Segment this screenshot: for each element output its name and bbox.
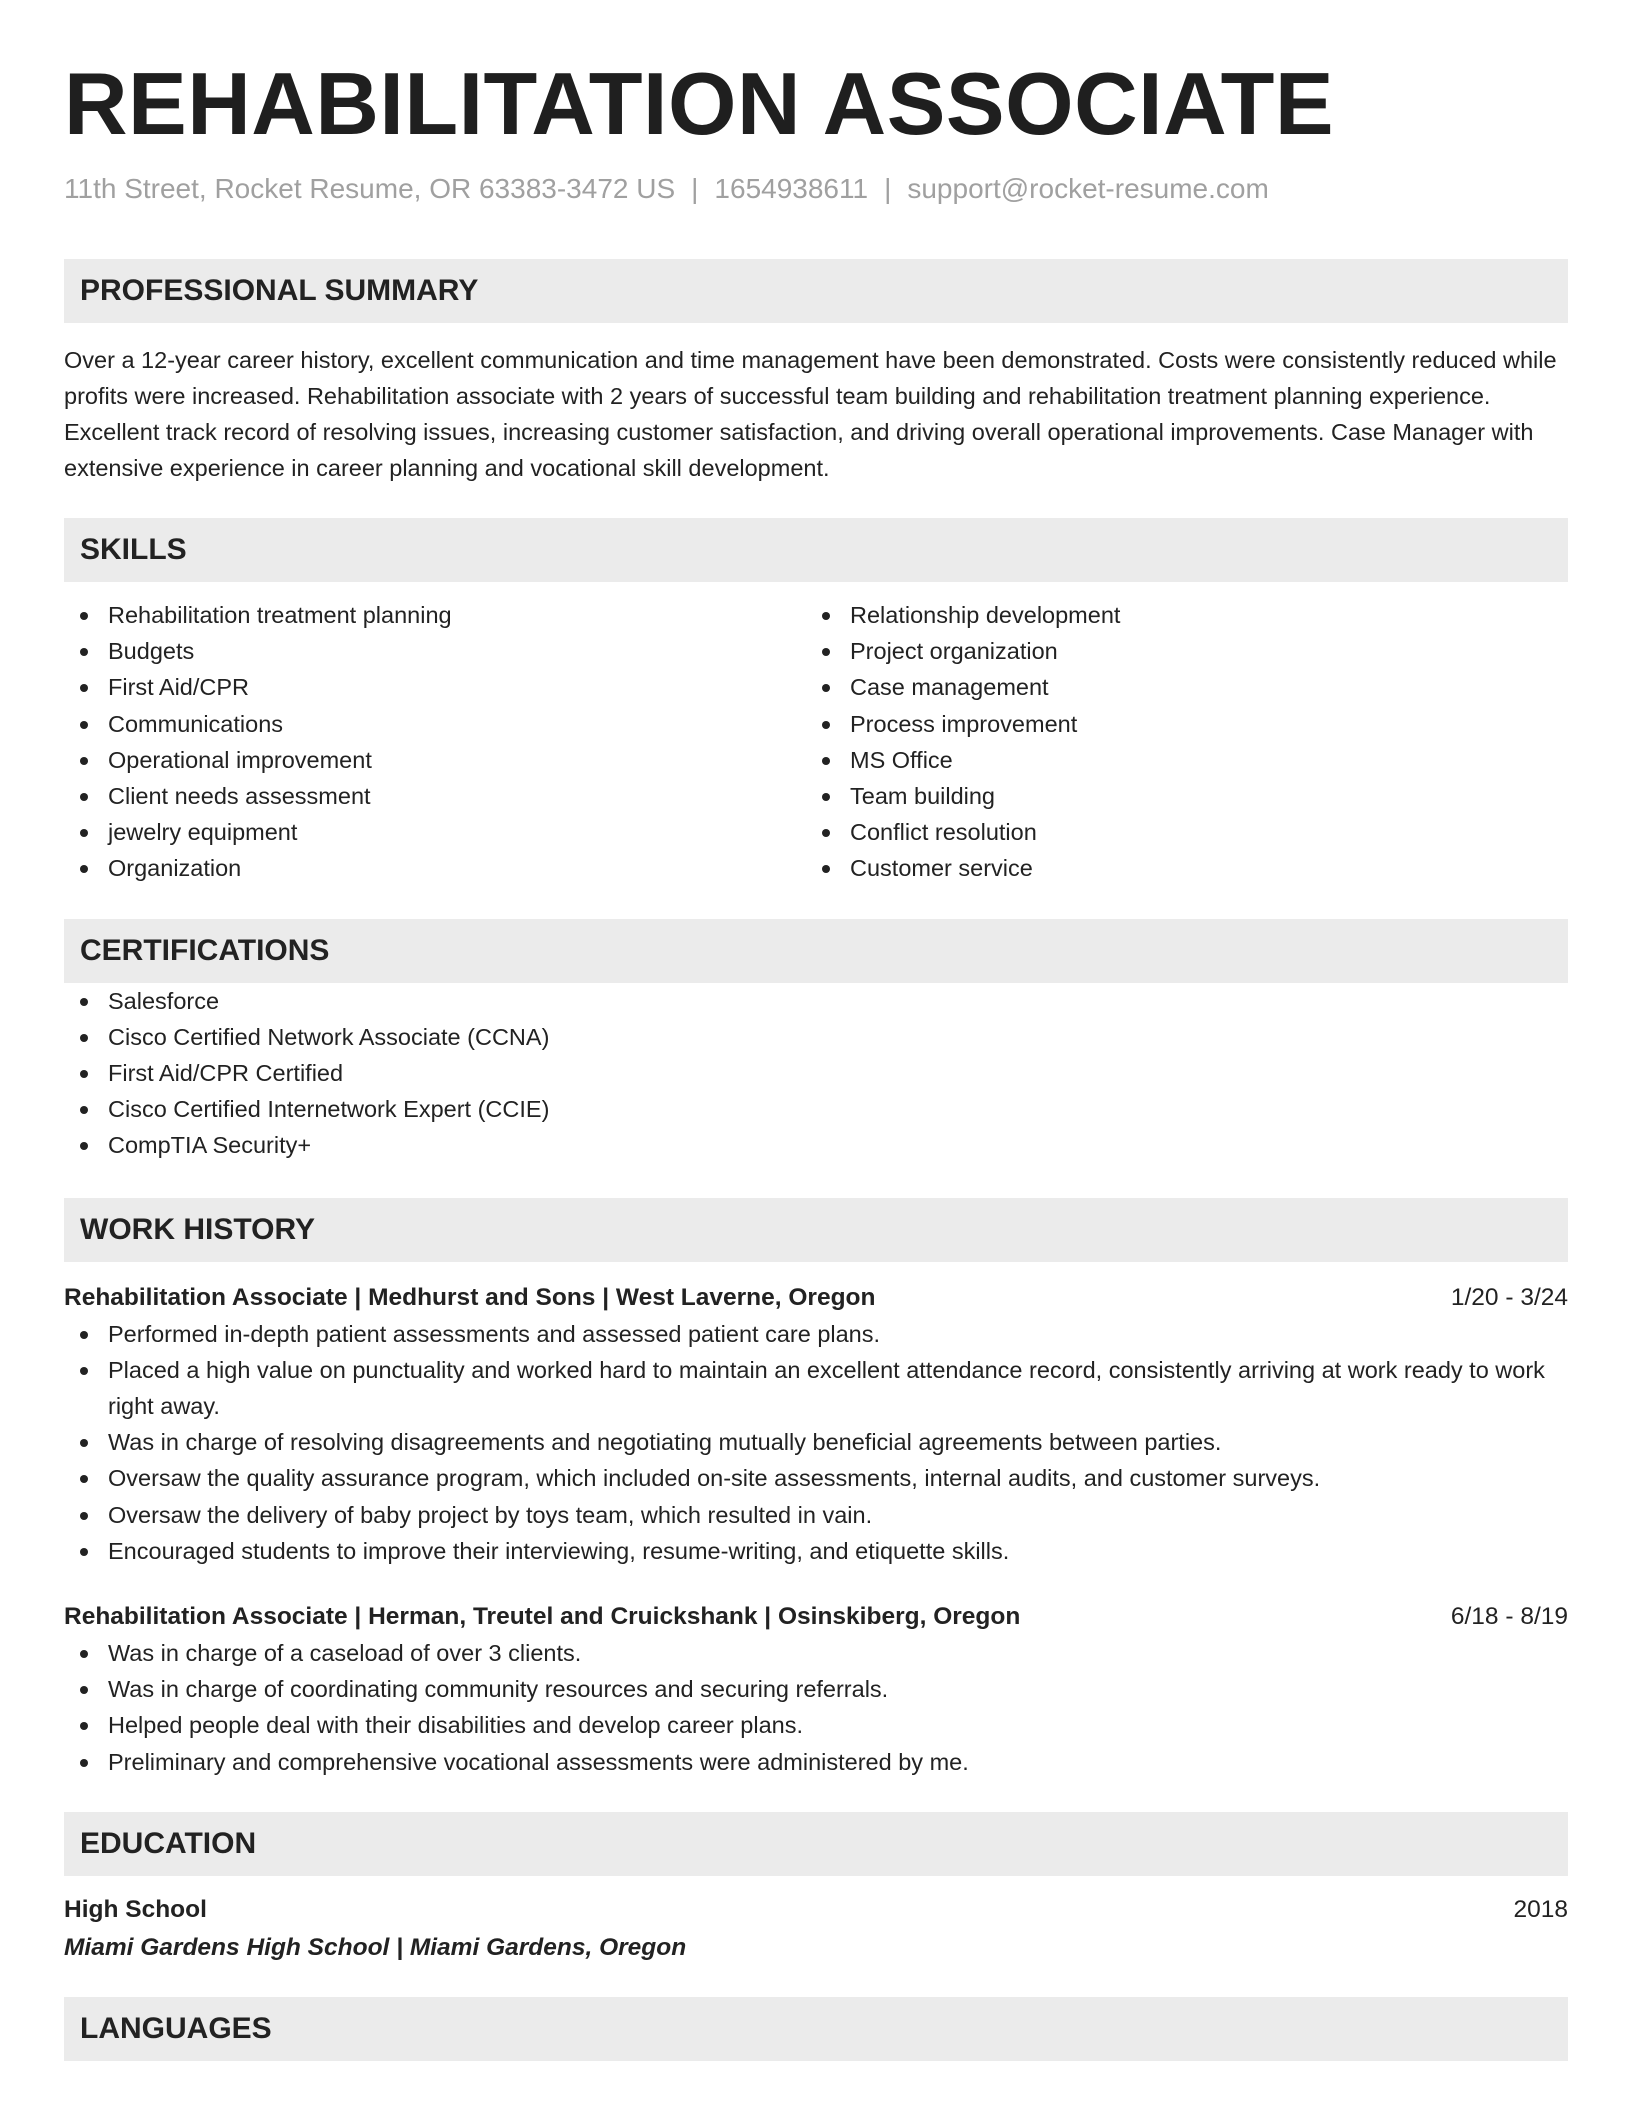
skill-item: Rehabilitation treatment planning	[64, 597, 806, 633]
job-duty: Was in charge of a caseload of over 3 clients.	[64, 1635, 1568, 1671]
skill-item: First Aid/CPR	[64, 669, 806, 705]
section-heading-work-history: WORK HISTORY	[64, 1198, 1568, 1262]
job-duty: Performed in-depth patient assessments and assessed patient care plans.	[64, 1316, 1568, 1352]
job-duty: Was in charge of coordinating community resources and securing referrals.	[64, 1671, 1568, 1707]
skill-item: MS Office	[806, 742, 1548, 778]
skill-item: Operational improvement	[64, 742, 806, 778]
skill-item: Process improvement	[806, 706, 1548, 742]
job-duties-list	[64, 1635, 1568, 1780]
skill-item: Relationship development	[806, 597, 1548, 633]
skill-item: Client needs assessment	[64, 778, 806, 814]
section-heading-summary: PROFESSIONAL SUMMARY	[64, 259, 1568, 323]
skill-item: Budgets	[64, 633, 806, 669]
job-duty: Encouraged students to improve their interviewing, resume-writing, and etiquette skills.	[64, 1533, 1568, 1569]
certifications-list	[64, 983, 1568, 1164]
contact-email[interactable]: support@rocket-resume.com	[907, 173, 1269, 204]
job-dates: 6/18 - 8/19	[1450, 1603, 1568, 1631]
certification-item: First Aid/CPR Certified	[64, 1055, 1568, 1091]
section-heading-certifications: CERTIFICATIONS	[64, 919, 1568, 983]
education-school: Miami Gardens High School | Miami Gardens, Oregon	[64, 1933, 687, 1961]
section-heading-skills: SKILLS	[64, 518, 1568, 582]
job-header	[64, 1280, 1568, 1316]
job-duty: Placed a high value on punctuality and worked hard to maintain an excellent attendance record, consistently arriving at work ready to work right away.	[64, 1352, 1568, 1424]
skills-columns	[64, 597, 1568, 887]
section-heading-education: EDUCATION	[64, 1812, 1568, 1876]
job-duty: Oversaw the quality assurance program, which included on-site assessments, internal audits, and customer surveys.	[64, 1460, 1568, 1496]
contact-address: 11th Street, Rocket Resume, OR 63383-3472 US	[64, 173, 676, 204]
job-duty: Was in charge of resolving disagreements and negotiating mutually beneficial agreements between parties.	[64, 1424, 1568, 1460]
certification-item: Salesforce	[64, 983, 1568, 1019]
skill-item: Project organization	[806, 633, 1548, 669]
job-duties-list	[64, 1316, 1568, 1569]
job-title: Rehabilitation Associate | Herman, Treutel and Cruickshank | Osinskiberg, Oregon	[64, 1603, 1021, 1631]
skill-item: Customer service	[806, 850, 1548, 886]
contact-separator: |	[691, 173, 699, 204]
skill-item: Conflict resolution	[806, 814, 1548, 850]
contact-phone[interactable]: 1654938611	[714, 173, 869, 204]
job-duty: Oversaw the delivery of baby project by toys team, which resulted in vain.	[64, 1497, 1568, 1533]
skill-item: jewelry equipment	[64, 814, 806, 850]
section-heading-languages: LANGUAGES	[64, 1997, 1568, 2061]
skill-item: Organization	[64, 850, 806, 886]
job-duty: Preliminary and comprehensive vocational assessments were administered by me.	[64, 1744, 1568, 1780]
skills-list-right	[806, 597, 1548, 887]
certification-item: CompTIA Security+	[64, 1127, 1568, 1163]
certification-item: Cisco Certified Internetwork Expert (CCIE)	[64, 1091, 1568, 1127]
job-duty: Helped people deal with their disabilities and develop career plans.	[64, 1707, 1568, 1743]
contact-line	[64, 170, 1568, 208]
resume-title: REHABILITATION ASSOCIATE	[64, 54, 1335, 153]
education-degree: High School	[64, 1895, 207, 1923]
skill-item: Communications	[64, 706, 806, 742]
job-dates: 1/20 - 3/24	[1450, 1283, 1568, 1311]
skills-list-left	[64, 597, 806, 887]
contact-separator: |	[884, 173, 892, 204]
summary-text: Over a 12-year career history, excellent communication and time management have been demonstrated. Costs were consistently reduced while profits were increased. Rehabilitation associate with 2 years of successful team building and rehabilitation treatment planning experience. Excellent track record of resolving issues, increasing customer satisfaction, and driving overall operational improvements. Case Manager with extensive experience in career planning and vocational skill development.	[64, 347, 1557, 481]
education-year: 2018	[1513, 1895, 1568, 1923]
job-header	[64, 1599, 1568, 1635]
skill-item: Case management	[806, 669, 1548, 705]
certification-item: Cisco Certified Network Associate (CCNA)	[64, 1019, 1568, 1055]
education-header	[64, 1892, 1568, 1928]
job-title: Rehabilitation Associate | Medhurst and Sons | West Laverne, Oregon	[64, 1283, 876, 1311]
skill-item: Team building	[806, 778, 1548, 814]
